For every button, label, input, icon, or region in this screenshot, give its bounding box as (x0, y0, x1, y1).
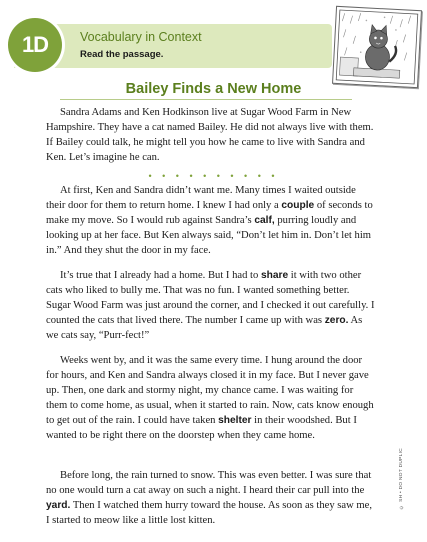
vocabulary-word: yard. (46, 500, 71, 511)
paragraph-text: Sandra Adams and Ken Hodkinson live at Sugar Wood Farm in New Hampshire. They have a cat named Bailey. He did not always live with them. If Bailey could talk, he might tell you how he came to live with Sandra and Ken. Let’s imagine he can. (46, 107, 374, 163)
cat-illustration-icon (333, 7, 421, 87)
paragraph-text: It’s true that I already had a home. But I had to (60, 270, 261, 281)
paragraph-text: As we cats say, “Purr-fect!” (46, 315, 363, 341)
paragraph-text: purring loudly and looking up at her face. But Ken always said, “Don’t let him in. Don’t let him in.” And they shut the door in my face. (46, 215, 372, 256)
vocabulary-word: couple (281, 200, 315, 211)
paragraph-intro (46, 105, 376, 165)
paragraph-snow (46, 468, 376, 528)
section-title: Vocabulary in Context (80, 30, 202, 44)
vocabulary-word: share (260, 270, 289, 281)
story-title: Bailey Finds a New Home (125, 81, 302, 97)
instruction-text: Read the passage. (80, 49, 164, 60)
lesson-badge-label: 1D (21, 32, 49, 57)
title-divider (60, 99, 352, 100)
vocabulary-word: shelter (218, 415, 252, 426)
copyright-notice: © SH • DO NOT DUPLIC (399, 448, 404, 509)
paragraph-text: At first, Ken and Sandra didn’t want me. Many times I waited outside their door for them to return home. I knew I had only a (46, 185, 356, 211)
paragraph-text: it with two other cats who liked to bully me. That was no fun. I wanted something better. Sugar Wood Farm was just around the corner, and I checked it out carefully. I counted the cats that lived there. The number I came up with was (46, 270, 375, 326)
paragraph-stormy-night (46, 353, 376, 443)
vocabulary-word: zero. (324, 315, 349, 326)
paragraph-text: of seconds to make my move. So I would rub against Sandra’s (46, 200, 373, 226)
paragraph-text: Before long, the rain turned to snow. This was even better. I was sure that no one would turn a cat away on such a night. I heard their car pull into the (46, 470, 372, 496)
paragraph-text: Then I watched them hurry toward the house. As soon as they saw me, I started to meow like a little lost kitten. (46, 500, 373, 526)
paragraph-text: Weeks went by, and it was the same every time. I hung around the door for hours, and Ken and Sandra always closed it in my face. But I never gave up. Then, one dark and stormy night, my chance came. I was waiting for them to come home, as usual, when it started to rain. Now, cats know enough to get out of the rain. I could have taken (46, 355, 374, 426)
lesson-badge (8, 18, 62, 72)
section-separator: • • • • • • • • • • (148, 171, 279, 181)
cat-in-rain-illustration (332, 6, 422, 88)
vocabulary-word: calf, (254, 215, 275, 226)
paragraph-first-meeting (46, 183, 376, 258)
paragraph-text: in their woodshed. But I wanted to be right there on the doorstep when they came home. (46, 415, 357, 441)
paragraph-sharing (46, 268, 376, 343)
